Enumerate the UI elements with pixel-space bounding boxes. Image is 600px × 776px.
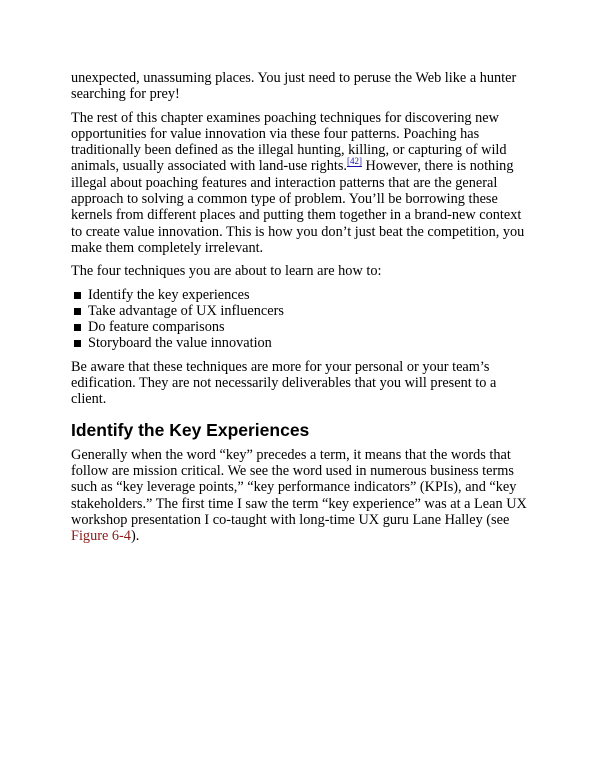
list-item bbox=[71, 335, 533, 351]
list-item bbox=[71, 303, 533, 319]
poaching-paragraph bbox=[71, 110, 533, 257]
list-item-text: Identify the key experiences bbox=[88, 286, 250, 303]
figure-link[interactable]: Figure 6-4 bbox=[71, 528, 131, 545]
key-experiences-paragraph bbox=[71, 447, 533, 545]
awareness-paragraph: Be aware that these techniques are more for your personal or your team’s edification. They are not necessarily deliverables that you will present to a client. bbox=[71, 358, 497, 408]
bullet-icon bbox=[74, 308, 81, 315]
poaching-text-start: The rest of this chapter examines poaching techniques for discovering new opportunities for value innovation via these four patterns. Poaching has traditionally been defined as the illegal hunting, killing, or capturing of wild animals, usually associated with land-use rights. bbox=[71, 109, 507, 175]
techniques-intro-paragraph: The four techniques you are about to learn are how to: bbox=[71, 263, 382, 280]
bullet-icon bbox=[74, 340, 81, 347]
techniques-list bbox=[71, 287, 533, 352]
poaching-text-end: However, there is nothing illegal about poaching features and interaction patterns that are the general approach to solving a common type of problem. You’ll be borrowing these kernels from different places and putting them together in a brand-new context to create value innovation. This is how you don’t just beat the competition, you make them completely irrelevant. bbox=[71, 158, 525, 256]
list-item-text: Take advantage of UX influencers bbox=[88, 302, 284, 319]
bullet-icon bbox=[74, 292, 81, 299]
list-item bbox=[71, 287, 533, 303]
list-item-text: Do feature comparisons bbox=[88, 319, 225, 336]
key-experiences-text-end: ). bbox=[130, 528, 140, 545]
page-content bbox=[71, 70, 533, 551]
section-heading: Identify the Key Experiences bbox=[71, 419, 310, 440]
list-item bbox=[71, 319, 533, 335]
key-experiences-text: Generally when the word “key” precedes a term, it means that the words that follow are mission critical. We see the word used in numerous business terms such as “key leverage points,” “key performance indicators” (KPIs), and “key stakeholders.” The first time I saw the term “key experience” was at a Lean UX workshop presentation I co-taught with long-time UX guru Lane Halley (see bbox=[71, 446, 527, 528]
footnote-link[interactable]: [42] bbox=[346, 156, 362, 167]
list-item-text: Storyboard the value innovation bbox=[88, 335, 272, 352]
bullet-icon bbox=[74, 324, 81, 331]
intro-continuation-paragraph: unexpected, unassuming places. You just need to peruse the Web like a hunter searching for prey! bbox=[71, 70, 517, 103]
